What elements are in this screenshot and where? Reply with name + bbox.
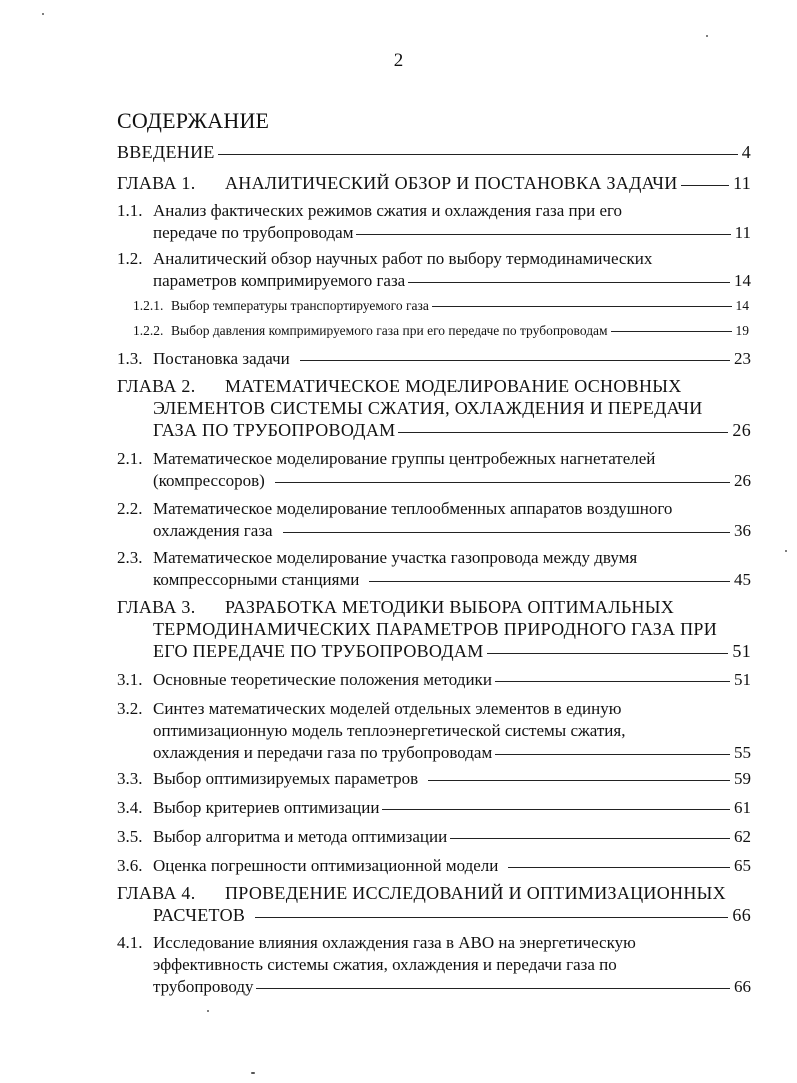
entry-text-cont: компрессорными станциями [153, 570, 360, 589]
dot-leader [398, 432, 728, 433]
scan-speck [207, 1010, 209, 1012]
entry-text: Выбор критериев оптимизации [153, 798, 380, 817]
entry-text: Постановка задачи [153, 349, 290, 368]
entry-number: ГЛАВА 4. [117, 883, 196, 903]
entry-page: 61 [734, 798, 751, 817]
toc-entry-2-2[interactable] [117, 498, 751, 542]
toc-entry-introduction[interactable] [117, 141, 751, 163]
toc-entry-2-3[interactable] [117, 547, 751, 591]
entry-page: 36 [734, 521, 751, 540]
entry-page: 26 [734, 471, 751, 490]
entry-page: 14 [735, 298, 749, 313]
scan-speck [251, 1072, 255, 1074]
dot-leader [432, 306, 732, 307]
dot-leader [369, 581, 730, 582]
entry-number: 3.2. [117, 699, 143, 718]
entry-number: 2.3. [117, 548, 143, 567]
toc-entry-chapter-1[interactable] [117, 172, 751, 194]
toc-entry-3-1[interactable] [117, 669, 751, 691]
entry-number: 2.2. [117, 499, 143, 518]
entry-page: 4 [741, 142, 751, 162]
entry-text: АНАЛИТИЧЕСКИЙ ОБЗОР И ПОСТАНОВКА ЗАДАЧИ [225, 173, 678, 193]
entry-text: Основные теоретические положения методики [153, 670, 492, 689]
entry-text-cont: параметров компримируемого газа [153, 271, 406, 290]
scan-speck [785, 550, 787, 552]
entry-text: Оценка погрешности оптимизационной модели [153, 856, 499, 875]
toc-entry-3-6[interactable] [117, 855, 751, 877]
dot-leader [256, 988, 730, 989]
toc-title: СОДЕРЖАНИЕ [117, 108, 270, 133]
dot-leader [408, 282, 730, 283]
entry-text-cont: эффективность системы сжатия, охлаждения и передачи газа по [153, 955, 617, 974]
entry-page: 19 [735, 323, 749, 338]
toc-entry-4-1[interactable] [117, 932, 751, 998]
entry-text: Математическое моделирование участка газопровода между двумя [153, 548, 638, 567]
toc-entry-2-1[interactable] [117, 448, 751, 492]
dot-leader [611, 331, 732, 332]
entry-text: ПРОВЕДЕНИЕ ИССЛЕДОВАНИЙ И ОПТИМИЗАЦИОННЫХ [225, 883, 726, 903]
dot-leader [487, 653, 729, 654]
toc-entry-chapter-3[interactable] [117, 596, 751, 662]
entry-text-cont: ТЕРМОДИНАМИЧЕСКИХ ПАРАМЕТРОВ ПРИРОДНОГО ГАЗА ПРИ [153, 619, 718, 639]
page-number: 2 [393, 50, 404, 71]
entry-text-cont: передаче по трубопроводам [153, 223, 354, 242]
entry-text: Выбор давления компримируемого газа при его передаче по трубопроводам [171, 323, 608, 338]
entry-page: 59 [734, 769, 751, 788]
entry-text: Анализ фактических режимов сжатия и охлаждения газа при его [153, 201, 623, 220]
toc-entry-chapter-4[interactable] [117, 882, 751, 926]
entry-number: ГЛАВА 2. [117, 376, 196, 396]
entry-page: 51 [734, 670, 751, 689]
toc-entry-1-2[interactable] [117, 248, 751, 292]
dot-leader [495, 754, 730, 755]
dot-leader [255, 917, 728, 918]
toc-entry-3-5[interactable] [117, 826, 751, 848]
dot-leader [450, 838, 730, 839]
dot-leader [428, 780, 730, 781]
entry-text-cont: охлаждения и передачи газа по трубопроводам [153, 743, 493, 762]
dot-leader [681, 185, 730, 186]
entry-text: Математическое моделирование теплообменных аппаратов воздушного [153, 499, 673, 518]
entry-number: 2.1. [117, 449, 143, 468]
dot-leader [218, 154, 738, 155]
toc-entry-1-2-1[interactable] [133, 297, 749, 315]
entry-page: 66 [732, 905, 751, 925]
entry-page: 23 [734, 349, 751, 368]
dot-leader [356, 234, 730, 235]
entry-page: 11 [733, 173, 751, 193]
entry-number: 1.2.1. [133, 298, 164, 313]
dot-leader [283, 532, 730, 533]
entry-page: 65 [734, 856, 751, 875]
entry-text-cont: ГАЗА ПО ТРУБОПРОВОДАМ [153, 420, 396, 440]
entry-text-cont: оптимизационную модель теплоэнергетической системы сжатия, [153, 721, 626, 740]
toc-entry-3-2[interactable] [117, 698, 751, 764]
entry-text: МАТЕМАТИЧЕСКОЕ МОДЕЛИРОВАНИЕ ОСНОВНЫХ [225, 376, 682, 396]
scan-speck [42, 13, 44, 15]
entry-number: 3.3. [117, 769, 143, 788]
scan-speck [706, 35, 708, 37]
entry-text: Математическое моделирование группы центробежных нагнетателей [153, 449, 656, 468]
entry-page: 11 [734, 223, 751, 242]
entry-text: Выбор оптимизируемых параметров [153, 769, 419, 788]
entry-text: Выбор алгоритма и метода оптимизации [153, 827, 448, 846]
entry-number: 4.1. [117, 933, 143, 952]
entry-number: 3.1. [117, 670, 143, 689]
entry-text: ВВЕДЕНИЕ [117, 142, 215, 162]
entry-text-cont: (компрессоров) [153, 471, 265, 490]
entry-number: 1.1. [117, 201, 143, 220]
entry-text: РАЗРАБОТКА МЕТОДИКИ ВЫБОРА ОПТИМАЛЬНЫХ [225, 597, 675, 617]
dot-leader [508, 867, 730, 868]
toc-entry-chapter-2[interactable] [117, 375, 751, 441]
entry-number: 3.6. [117, 856, 143, 875]
toc-entry-1-3[interactable] [117, 348, 751, 370]
entry-text-cont: ЕГО ПЕРЕДАЧЕ ПО ТРУБОПРОВОДАМ [153, 641, 484, 661]
entry-text-cont: РАСЧЕТОВ [153, 905, 246, 925]
entry-text-cont: трубопроводу [153, 977, 254, 996]
entry-page: 66 [734, 977, 751, 996]
dot-leader [300, 360, 730, 361]
entry-page: 26 [732, 420, 751, 440]
dot-leader [495, 681, 730, 682]
toc-entry-1-2-2[interactable] [133, 322, 749, 340]
entry-number: 3.5. [117, 827, 143, 846]
entry-page: 51 [732, 641, 751, 661]
toc-entry-1-1[interactable] [117, 200, 751, 244]
entry-number: 1.2. [117, 249, 143, 268]
entry-text: Синтез математических моделей отдельных элементов в единую [153, 699, 622, 718]
entry-number: ГЛАВА 1. [117, 173, 196, 193]
entry-text: Выбор температуры транспортируемого газа [171, 298, 429, 313]
entry-text: Аналитический обзор научных работ по выбору термодинамических [153, 249, 653, 268]
entry-page: 55 [734, 743, 751, 762]
entry-text-cont: ЭЛЕМЕНТОВ СИСТЕМЫ СЖАТИЯ, ОХЛАЖДЕНИЯ И ПЕРЕДАЧИ [153, 398, 703, 418]
toc-entry-3-3[interactable] [117, 768, 751, 790]
dot-leader [275, 482, 730, 483]
entry-number: ГЛАВА 3. [117, 597, 196, 617]
entry-text: Исследование влияния охлаждения газа в АВО на энергетическую [153, 933, 636, 952]
dot-leader [382, 809, 730, 810]
toc-entry-3-4[interactable] [117, 797, 751, 819]
entry-text-cont: охлаждения газа [153, 521, 273, 540]
entry-page: 62 [734, 827, 751, 846]
entry-page: 14 [734, 271, 751, 290]
entry-number: 3.4. [117, 798, 143, 817]
entry-number: 1.3. [117, 349, 143, 368]
entry-number: 1.2.2. [133, 323, 164, 338]
entry-page: 45 [734, 570, 751, 589]
